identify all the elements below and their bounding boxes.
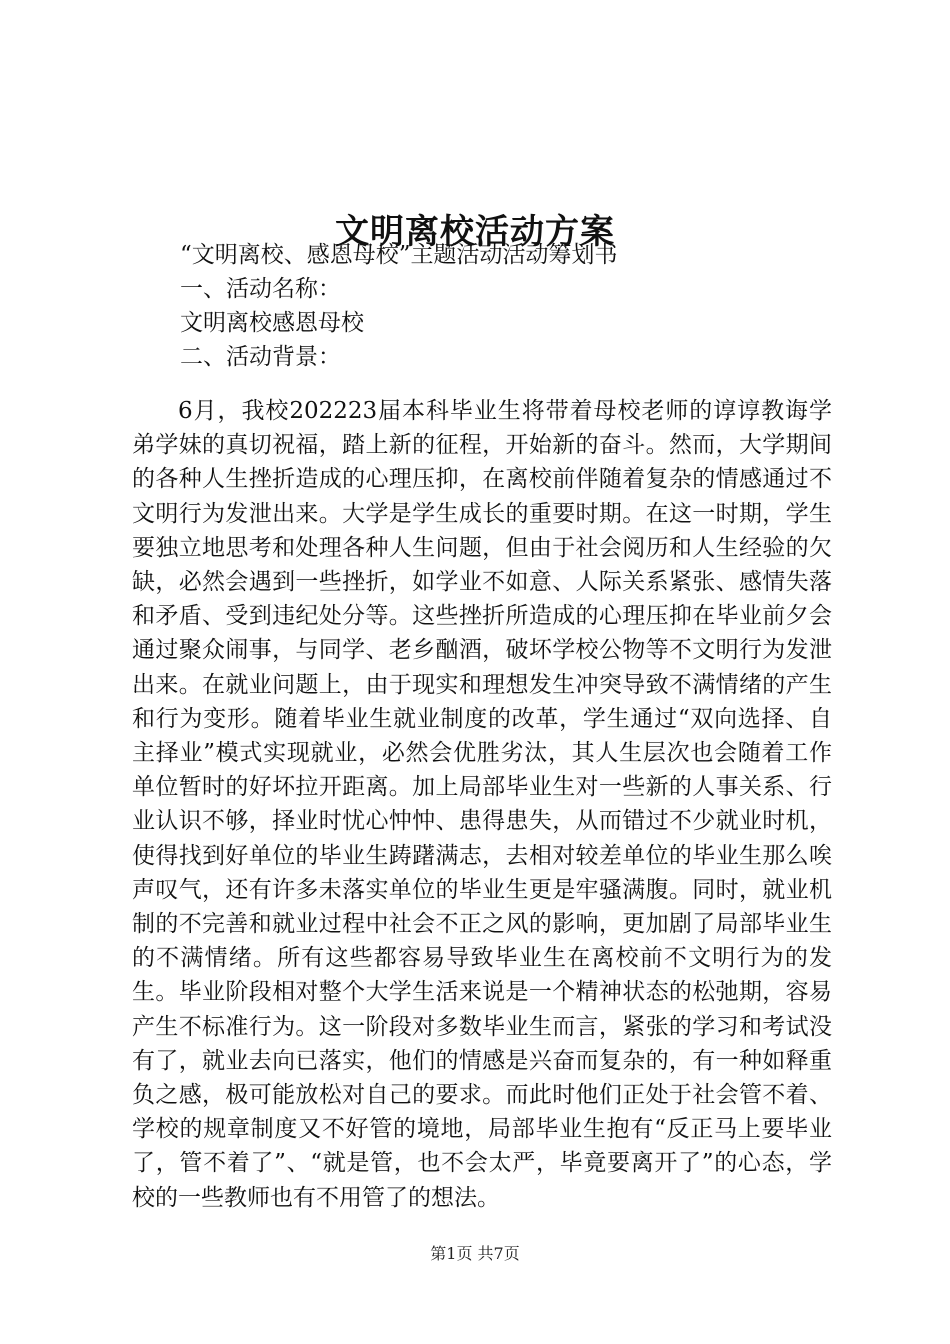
document-title: 文明离校活动方案	[335, 211, 615, 252]
activity-name: 文明离校感恩母校	[180, 310, 364, 336]
background-paragraph: 6月，我校202223届本科毕业生将带着母校老师的谆谆教诲学弟学妹的真切祝福，踏上新的征程，开始新的奋斗。然而，大学期间的各种人生挫折造成的心理压抑，在离校前伴随着复杂的情感通过不文明行为发泄出来。大学是学生成长的重要时期。在这一时期，学生要独立地思考和处理各种人生问题，但由于社会阅历和人生经验的欠缺，必然会遇到一些挫折，如学业不如意、人际关系紧张、感情失落和矛盾、受到违纪处分等。这些挫折所造成的心理压抑在毕业前夕会通过聚众闹事，与同学、老乡酗酒，破坏学校公物等不文明行为发泄出来。在就业问题上，由于现实和理想发生冲突导致不满情绪的产生和行为变形。随着毕业生就业制度的改革，学生通过“双向选择、自主择业”模式实现就业，必然会优胜劣汰，其人生层次也会随着工作单位暂时的好坏拉开距离。加上局部毕业生对一些新的人事关系、行业认识不够，择业时忧心忡忡、患得患失，从而错过不少就业时机，使得找到好单位的毕业生踌躇满志，去相对较差单位的毕业生那么唉声叹气，还有许多未落实单位的毕业生更是牢骚满腹。同时，就业机制的不完善和就业过程中社会不正之风的影响，更加剧了局部毕业生的不满情绪。所有这些都容易导致毕业生在离校前不文明行为的发生。毕业阶段相对整个大学生活来说是一个精神状态的松弛期，容易产生不标准行为。这一阶段对多数毕业生而言，紧张的学习和考试没有了，就业去向已落实，他们的情感是兴奋而复杂的，有一种如释重负之感，极可能放松对自己的要求。而此时他们正处于社会管不着、学校的规章制度又不好管的境地，局部毕业生抱有“反正马上要毕业了，管不着了”、“就是管，也不会太严，毕竟要离开了”的心态，学校的一些教师也有不用管了的想法。	[132, 398, 832, 1211]
section-2-label: 二、活动背景：	[180, 344, 341, 370]
document-heading: “文明离校、感恩母校”主题活动活动筹划书	[180, 242, 618, 268]
page-indicator: 第1页 共7页	[430, 1244, 520, 1263]
section-1-label: 一、活动名称：	[180, 276, 341, 302]
intro-section	[180, 238, 680, 374]
